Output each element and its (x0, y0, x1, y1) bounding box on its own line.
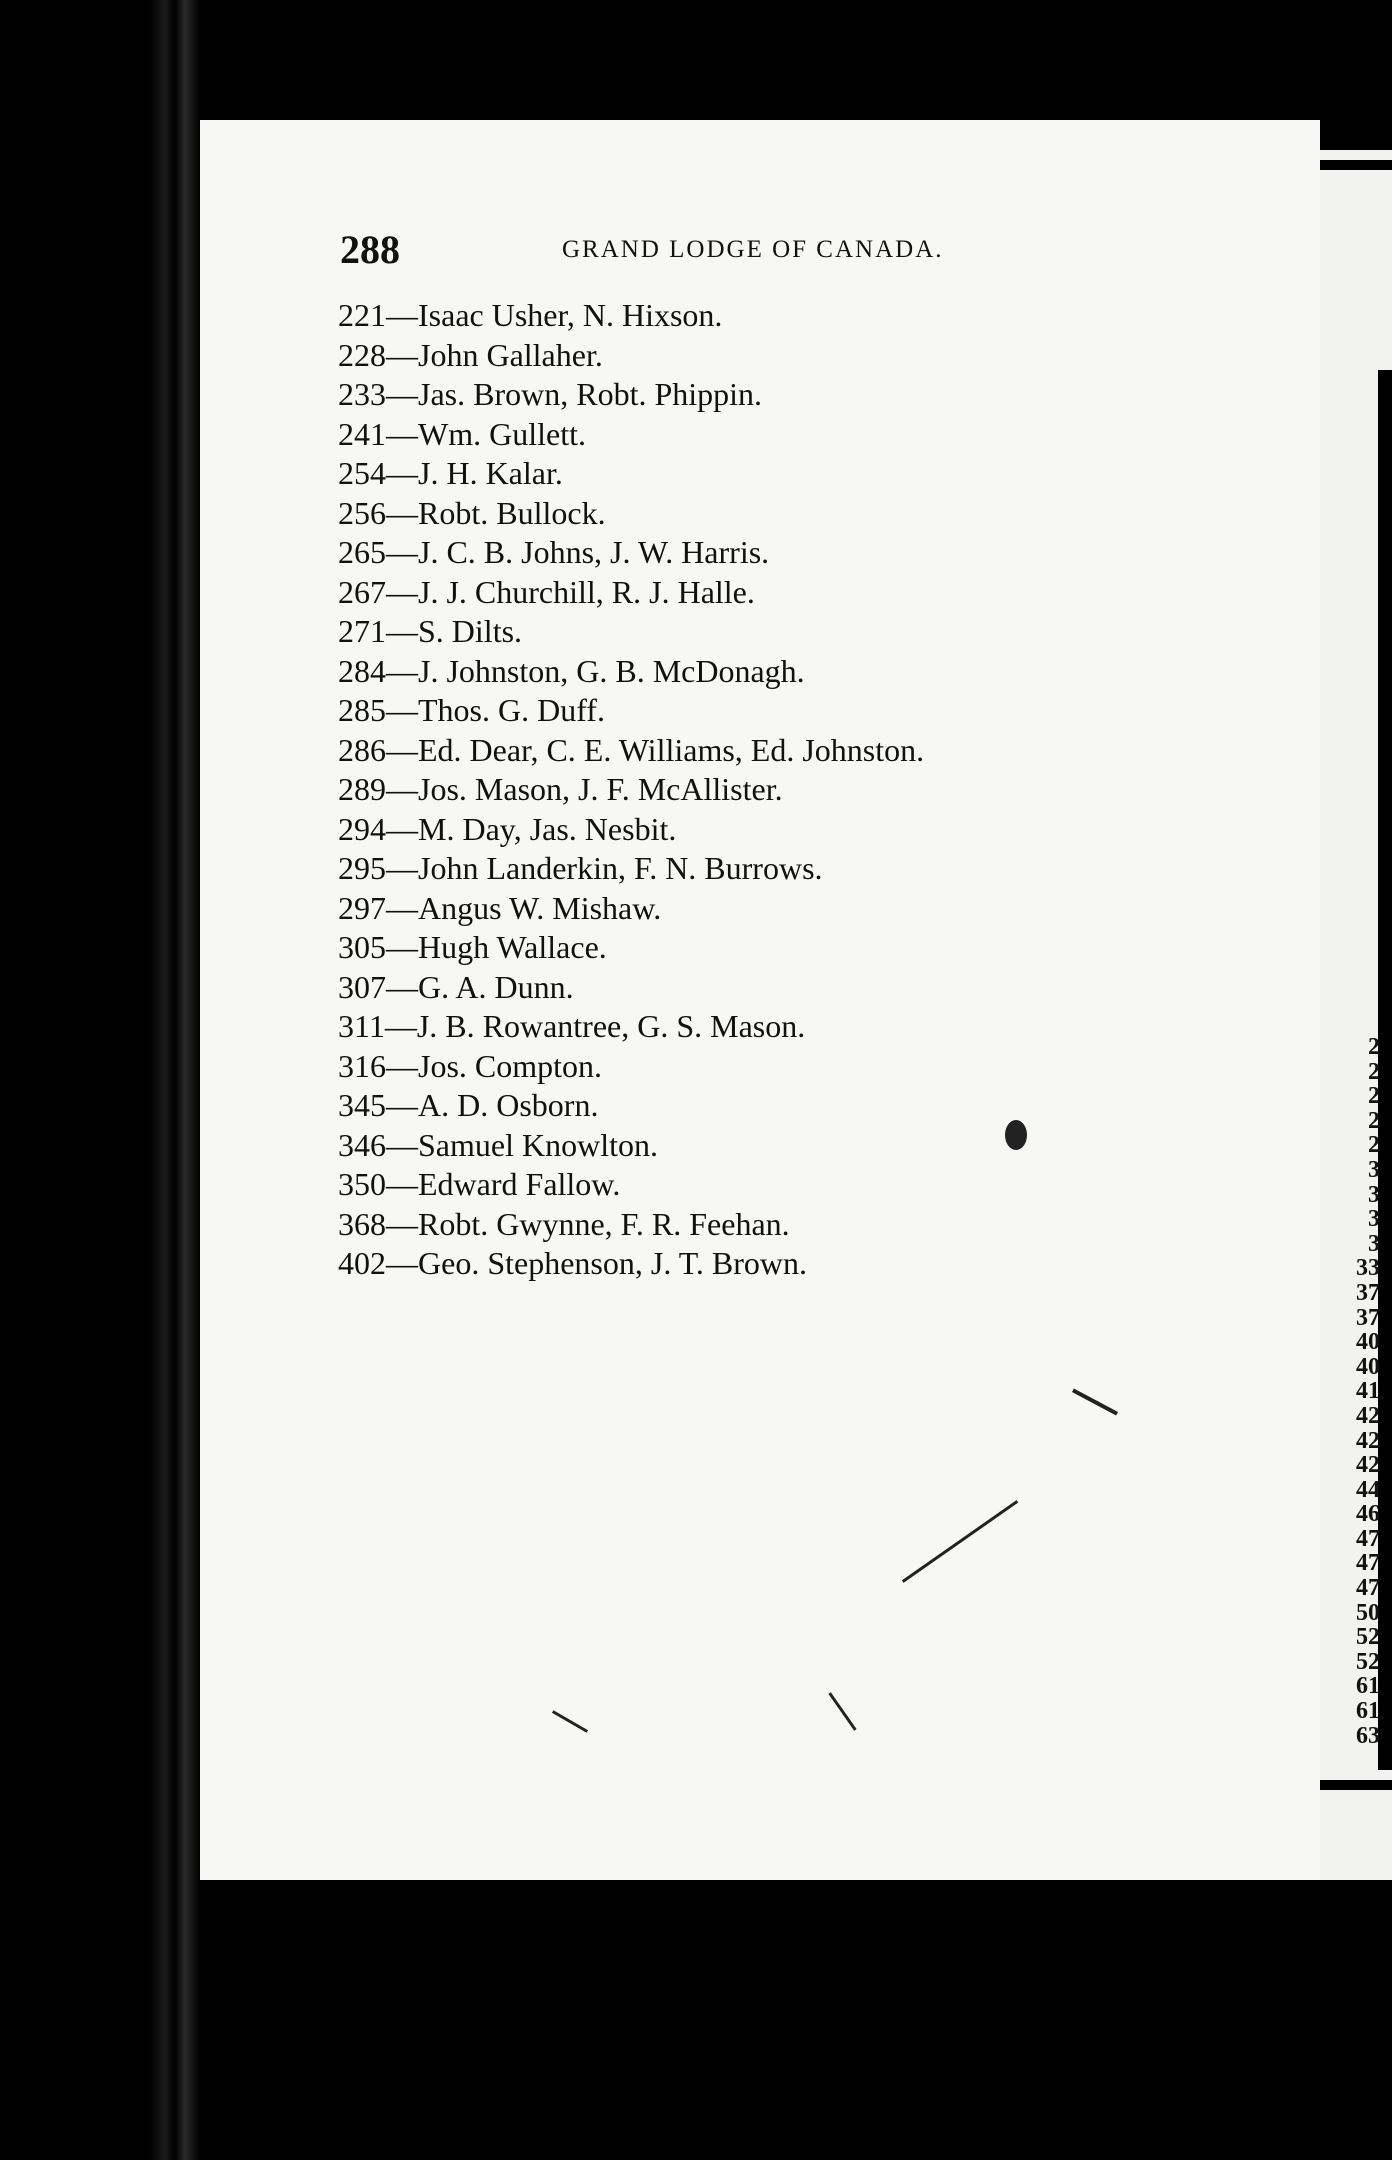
list-item: 305—Hugh Wallace. (338, 929, 607, 965)
list-item: 63 (1356, 1723, 1380, 1749)
list-item: 297—Angus W. Mishaw. (338, 889, 662, 926)
list-item: 44 (1356, 1477, 1380, 1503)
list-item: 40 (1356, 1330, 1380, 1355)
list-item: 345—A. D. Osborn. (338, 1087, 599, 1123)
list-item: 47 (1356, 1551, 1380, 1577)
list-item: 221—Isaac Usher, N. Hixson. (338, 297, 723, 333)
adjacent-page-rule (1378, 370, 1392, 1770)
list-item: 271—S. Dilts. (338, 613, 523, 649)
lodge-entry-list (338, 296, 1238, 1284)
page-header (340, 226, 1140, 276)
list-item: 37 (1356, 1305, 1380, 1331)
scan-shadow (200, 1880, 1392, 2160)
list-item: 2 (1368, 1059, 1380, 1085)
list-item: 267—J. J. Churchill, R. J. Halle. (338, 573, 755, 610)
ink-smudge (1005, 1120, 1027, 1150)
list-item: 42 (1356, 1428, 1380, 1454)
running-title: GRAND LODGE OF CANADA. (562, 236, 944, 263)
list-item: 2 (1368, 1108, 1380, 1134)
list-item: 402—Geo. Stephenson, J. T. Brown. (338, 1245, 808, 1281)
list-item: 316—Jos. Compton. (338, 1047, 603, 1084)
list-item: 46 (1356, 1502, 1380, 1527)
list-item: 47 (1356, 1526, 1380, 1552)
list-item: 265—J. C. B. Johns, J. W. Harris. (338, 534, 770, 570)
book-binding (0, 0, 200, 2160)
list-item: 286—Ed. Dear, C. E. Williams, Ed. Johnston. (338, 731, 925, 768)
list-item: 50 (1356, 1600, 1380, 1626)
list-item: 368—Robt. Gwynne, F. R. Feehan. (338, 1205, 790, 1242)
list-item: 3 (1368, 1157, 1380, 1183)
list-item: 289—Jos. Mason, J. F. McAllister. (338, 771, 783, 807)
list-item: 61 (1356, 1674, 1380, 1700)
list-item: 294—M. Day, Jas. Nesbit. (338, 810, 677, 847)
adjacent-page-numbers (1320, 1035, 1380, 1748)
list-item: 37 (1356, 1280, 1380, 1306)
list-item: 233—Jas. Brown, Robt. Phippin. (338, 376, 763, 412)
page-number: 288 (340, 227, 400, 272)
list-item: 2 (1368, 1035, 1380, 1060)
list-item: 285—Thos. G. Duff. (338, 692, 605, 728)
list-item: 33 (1356, 1256, 1380, 1281)
list-item: 61 (1356, 1699, 1380, 1724)
list-item: 346—Samuel Knowlton. (338, 1126, 658, 1163)
list-item: 3 (1368, 1231, 1380, 1257)
list-item: 311—J. B. Rowantree, G. S. Mason. (338, 1008, 806, 1044)
list-item: 47 (1356, 1576, 1380, 1601)
list-item: 2 (1368, 1133, 1380, 1158)
document-page (200, 120, 1320, 2040)
list-item: 2 (1368, 1084, 1380, 1109)
list-item: 3 (1368, 1207, 1380, 1232)
list-item: 40 (1356, 1354, 1380, 1380)
list-item: 284—J. Johnston, G. B. McDonagh. (338, 652, 805, 689)
list-item: 295—John Landerkin, F. N. Burrows. (338, 850, 823, 886)
list-item: 41 (1356, 1379, 1380, 1404)
list-item: 254—J. H. Kalar. (338, 455, 563, 491)
list-item: 241—Wm. Gullett. (338, 415, 586, 452)
list-item: 3 (1368, 1182, 1380, 1208)
ink-smudge (1072, 1388, 1118, 1415)
list-item: 228—John Gallaher. (338, 336, 603, 373)
list-item: 52 (1356, 1625, 1380, 1650)
ink-smudge (552, 1710, 588, 1733)
list-item: 42 (1356, 1403, 1380, 1429)
list-item: 42 (1356, 1453, 1380, 1478)
list-item: 350—Edward Fallow. (338, 1166, 621, 1202)
list-item: 307—G. A. Dunn. (338, 968, 574, 1005)
list-item: 256—Robt. Bullock. (338, 494, 606, 531)
ink-smudge (828, 1692, 856, 1731)
list-item: 52 (1356, 1649, 1380, 1675)
ink-smudge (902, 1500, 1018, 1583)
